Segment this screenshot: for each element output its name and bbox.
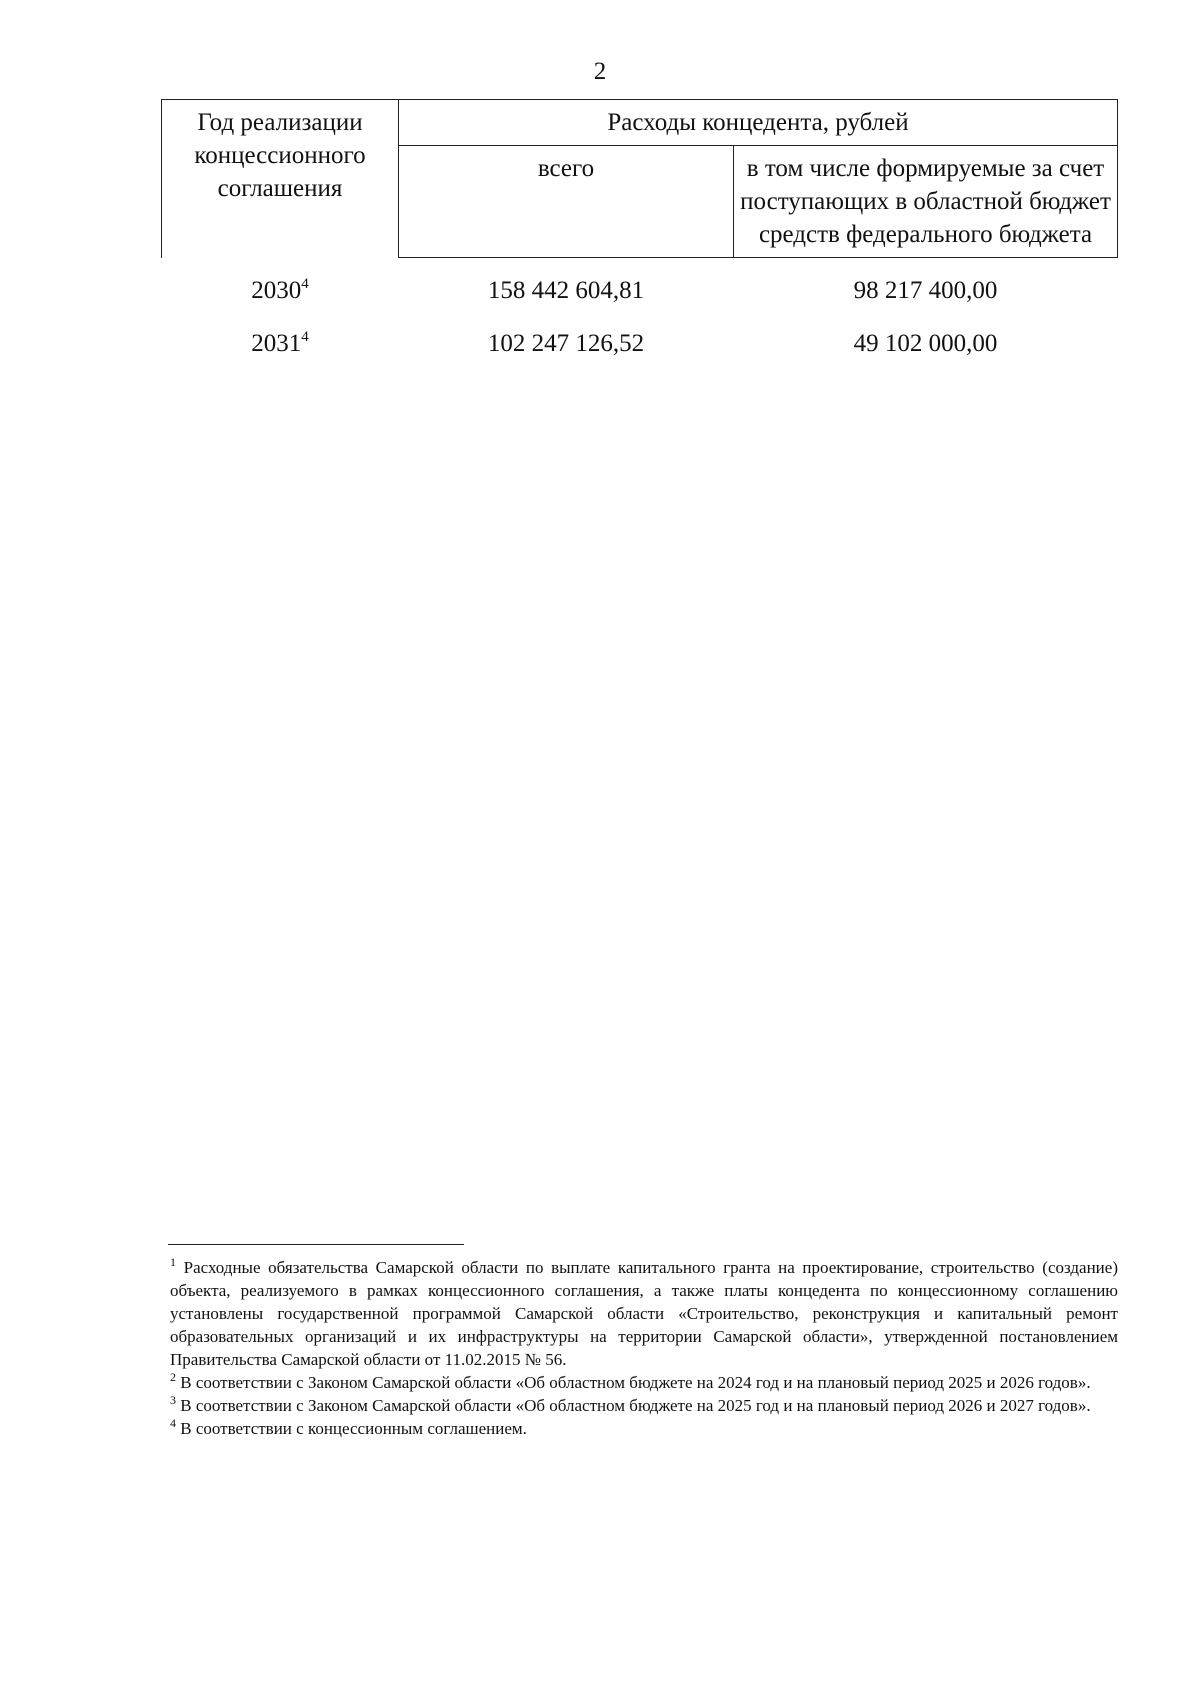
table-row	[162, 258, 1118, 318]
footnote-2: $^2$ В соответствии с Законом Самарской области «Об областном бюджете на 2024 год и на плановый период 2025 и 2026 годов».	[170, 1370, 1091, 1392]
year-cell: 2031$^4$	[251, 329, 309, 357]
federal-cell: 98 217 400,00	[853, 277, 998, 304]
footnote-1: $^1$ Расходные обязательства Самарской области по выплате капитального гранта на проектирование, строительство (создание) объекта, реализуемого в рамках концессионного соглашения, а также платы концедента по концессионному соглашению установлены государственной программой Самарской области «Строительство, реконструкция и капитальный ремонт образовательных организаций и их инфраструктуры на территории Самарской области», утвержденной постановлением Правительства Самарской области от 11.02.2015 № 56.	[170, 1255, 1118, 1369]
footnote-4: $^4$ В соответствии с концессионным соглашением.	[170, 1416, 527, 1438]
federal-column-header: в том числе формируемые за счет поступающих в областной бюджет средств федерального бюджета	[734, 146, 1118, 258]
table-row	[162, 317, 1118, 370]
page-number: 2	[593, 58, 607, 85]
total-cell: 102 247 126,52	[487, 330, 645, 357]
footnote-3: $^3$ В соответствии с Законом Самарской области «Об областном бюджете на 2025 год и на плановый период 2026 и 2027 годов».	[170, 1393, 1091, 1415]
year-cell: 2030$^4$	[251, 275, 309, 304]
total-column-header: всего	[399, 146, 734, 258]
total-cell: 158 442 604,81	[487, 277, 645, 304]
year-column-header: Год реализации концессионного соглашения	[162, 100, 399, 258]
footnotes	[170, 1256, 1118, 1440]
federal-cell: 49 102 000,00	[853, 330, 998, 357]
footnote-separator	[168, 1244, 464, 1245]
footnote-ref: 4	[301, 275, 309, 292]
expenses-table	[161, 99, 1118, 370]
expenses-group-header: Расходы концедента, рублей	[399, 100, 1118, 146]
footnote-ref: 4	[301, 329, 309, 345]
